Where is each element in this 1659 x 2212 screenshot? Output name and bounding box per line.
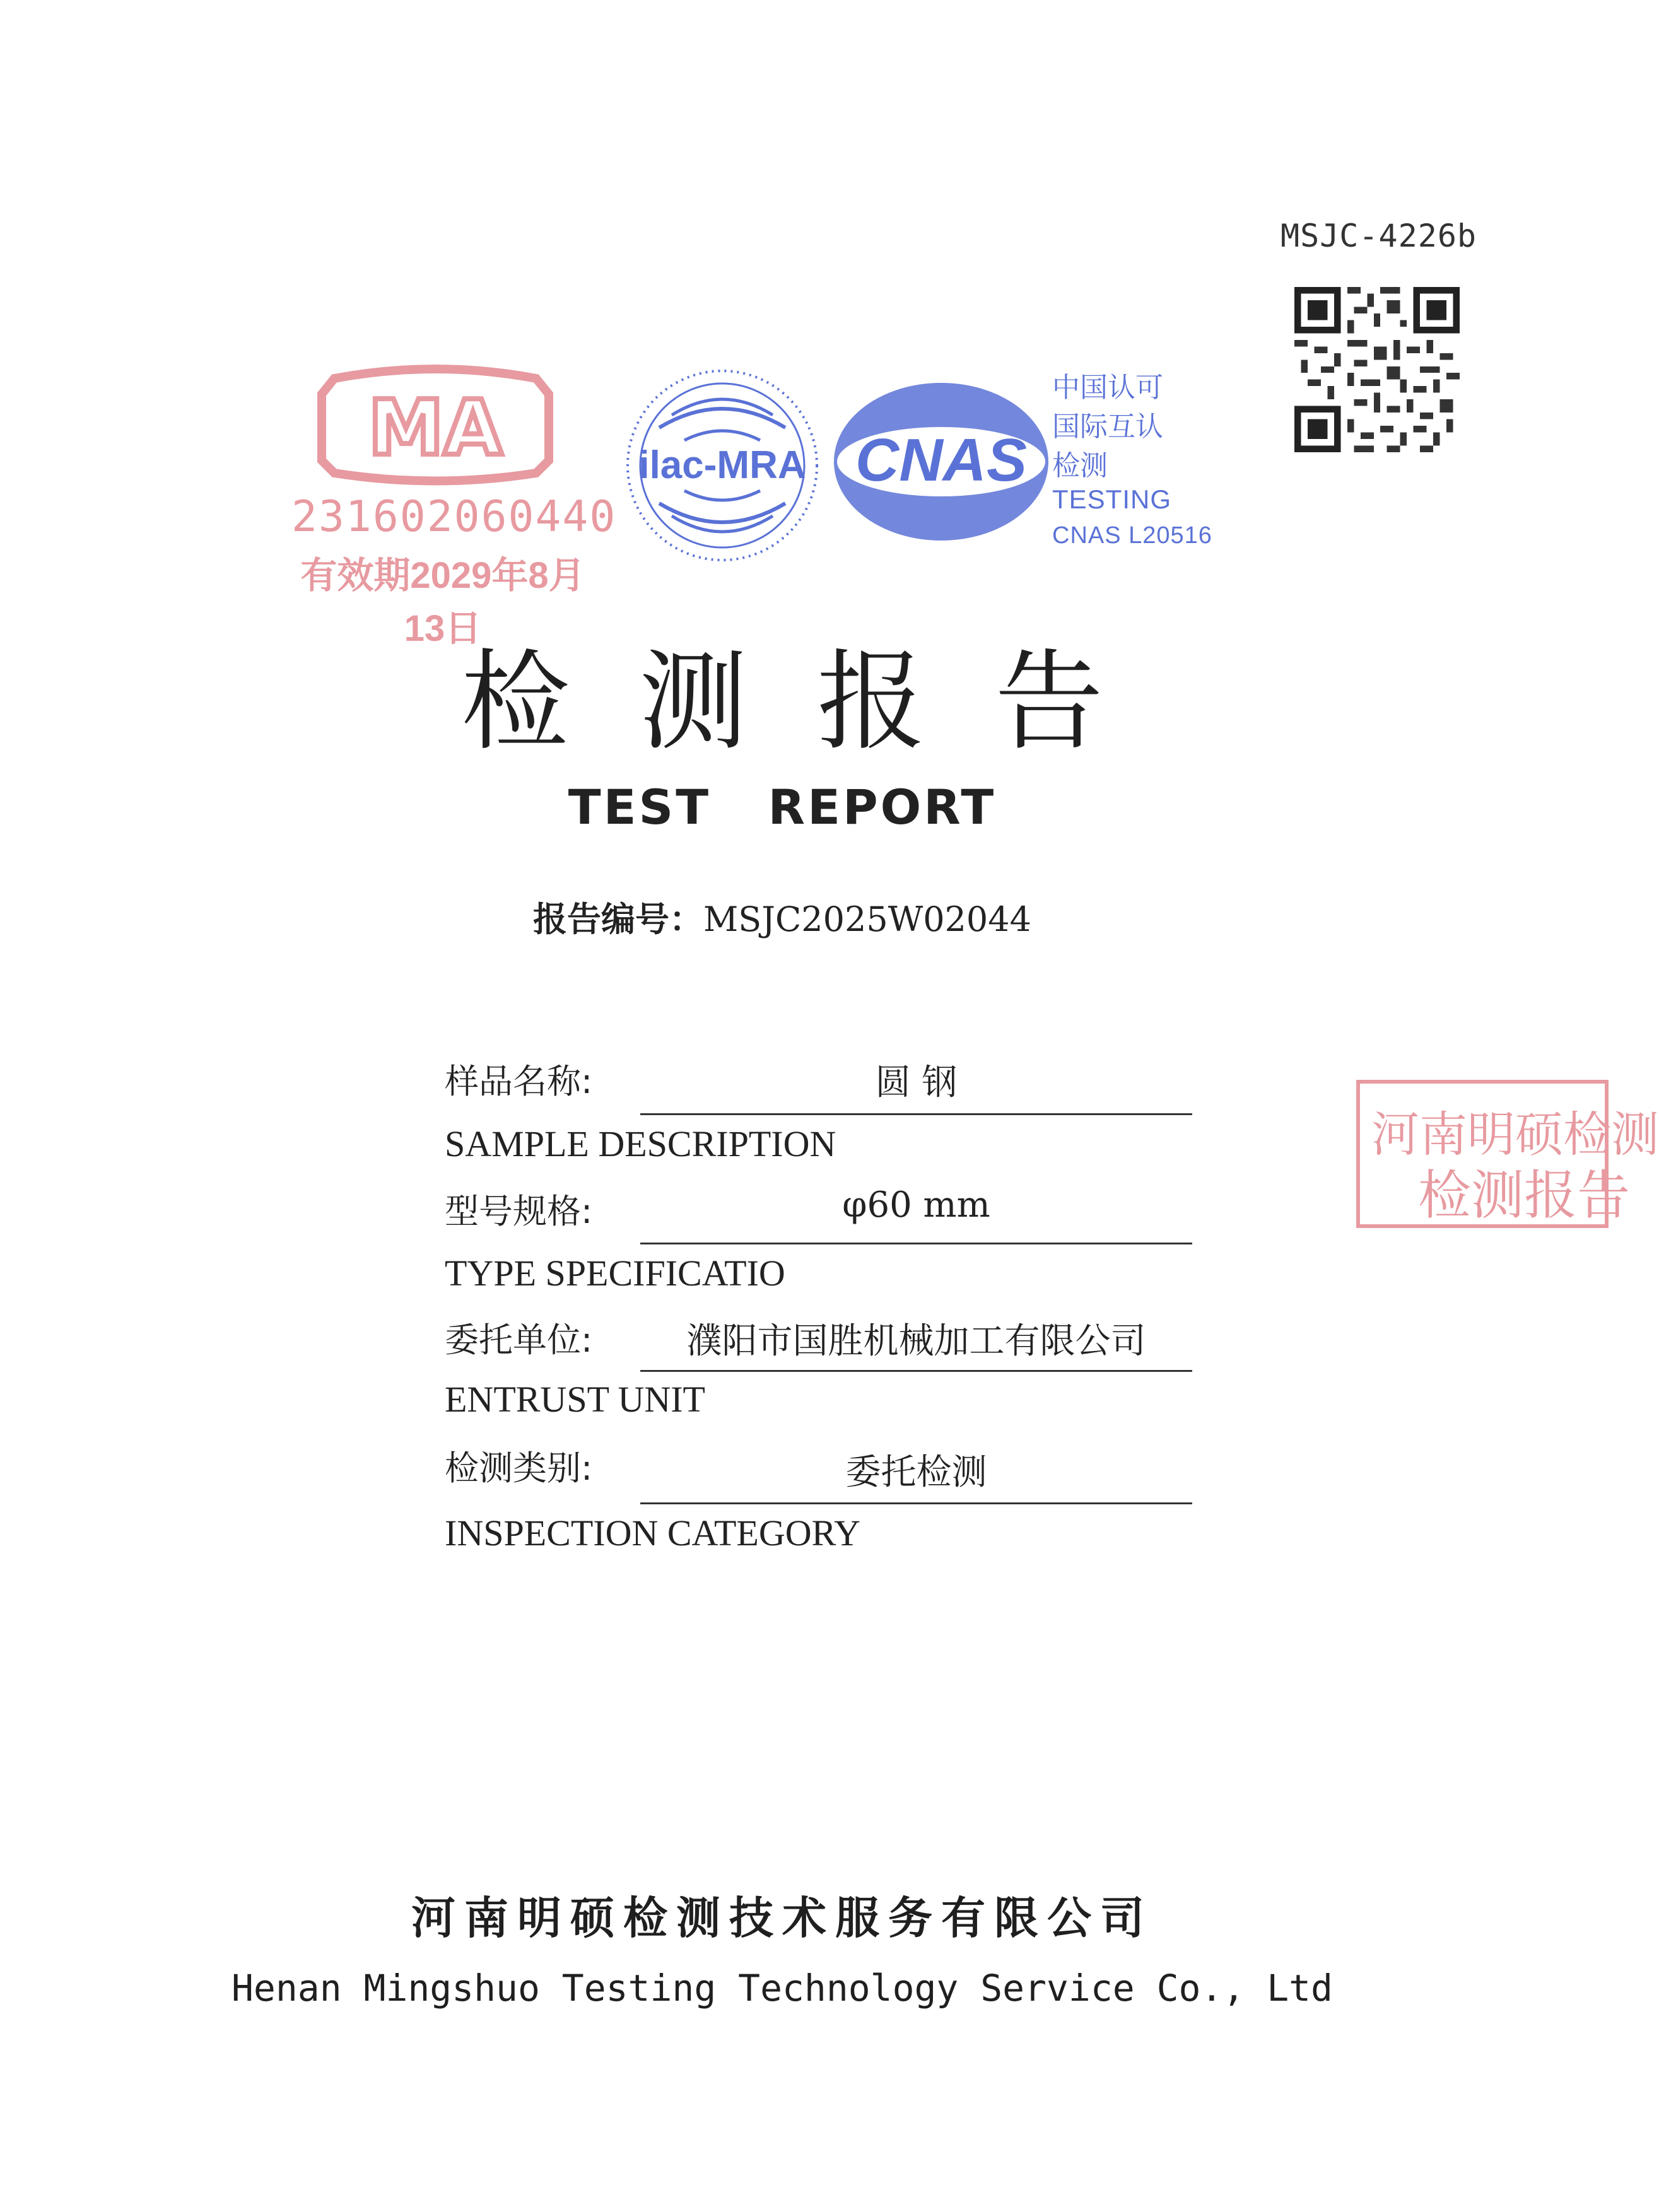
cnas-en-line2: CNAS L20516 xyxy=(1052,522,1212,549)
category-value: 委托检测 xyxy=(845,1452,987,1493)
cnas-cn-line1: 中国认可 xyxy=(1052,372,1163,403)
spec-label-en: TYPE SPECIFICATIO xyxy=(445,1253,785,1294)
entrust-underline xyxy=(640,1370,1192,1372)
report-number-label: 报告编号： xyxy=(533,899,704,939)
report-title: 检测报告 xyxy=(461,638,1173,765)
spec-underline xyxy=(640,1243,1192,1244)
spec-label-cn: 型号规格: xyxy=(445,1191,593,1231)
company-name-en: Henan Mingshuo Testing Technology Service Co., Ltd xyxy=(232,1967,1333,2010)
svg-text:ilac-MRA: ilac-MRA xyxy=(638,443,806,487)
sample-label-en: SAMPLE DESCRIPTION xyxy=(445,1123,836,1164)
sample-underline xyxy=(640,1113,1192,1115)
company-stamp xyxy=(1356,1080,1659,1228)
entrust-label-cn: 委托单位: xyxy=(445,1320,593,1360)
spec-value: φ60 mm xyxy=(842,1185,990,1226)
company-stamp-line2: 检测报告 xyxy=(1418,1164,1631,1226)
cnas-cn-line3: 检测 xyxy=(1052,450,1108,481)
cnas-logo-icon xyxy=(828,373,1055,550)
report-number xyxy=(0,892,1564,941)
entrust-value: 濮阳市国胜机械加工有限公司 xyxy=(686,1321,1146,1362)
sample-label-cn: 样品名称: xyxy=(445,1062,593,1101)
cnas-en-line1: TESTING xyxy=(1052,484,1172,514)
document-code: MSJC-4226b xyxy=(1281,218,1477,254)
ilac-mra-seal-icon xyxy=(621,365,823,566)
cma-validity: 有效期2029年8月13日 xyxy=(300,555,585,649)
category-underline xyxy=(640,1502,1192,1504)
category-label-cn: 检测类别: xyxy=(445,1448,593,1488)
report-number-value: MSJC2025W02044 xyxy=(703,899,1031,939)
category-label-en: INSPECTION CATEGORY xyxy=(445,1513,860,1554)
company-stamp-line1: 河南明硕检测 xyxy=(1371,1106,1659,1162)
qr-code xyxy=(1294,287,1460,452)
sample-value: 圆 钢 xyxy=(875,1062,958,1103)
svg-text:CNAS: CNAS xyxy=(855,426,1028,494)
cma-seal-icon xyxy=(309,366,561,486)
svg-text:MA: MA xyxy=(368,385,503,472)
company-name-cn: 河南明硕检测技术服务有限公司 xyxy=(411,1892,1153,1944)
entrust-label-en: ENTRUST UNIT xyxy=(445,1379,705,1420)
report-title-en: TEST REPORT xyxy=(568,779,997,835)
cnas-cn-line2: 国际互认 xyxy=(1052,411,1163,442)
cma-number: 231602060440 xyxy=(291,492,617,542)
